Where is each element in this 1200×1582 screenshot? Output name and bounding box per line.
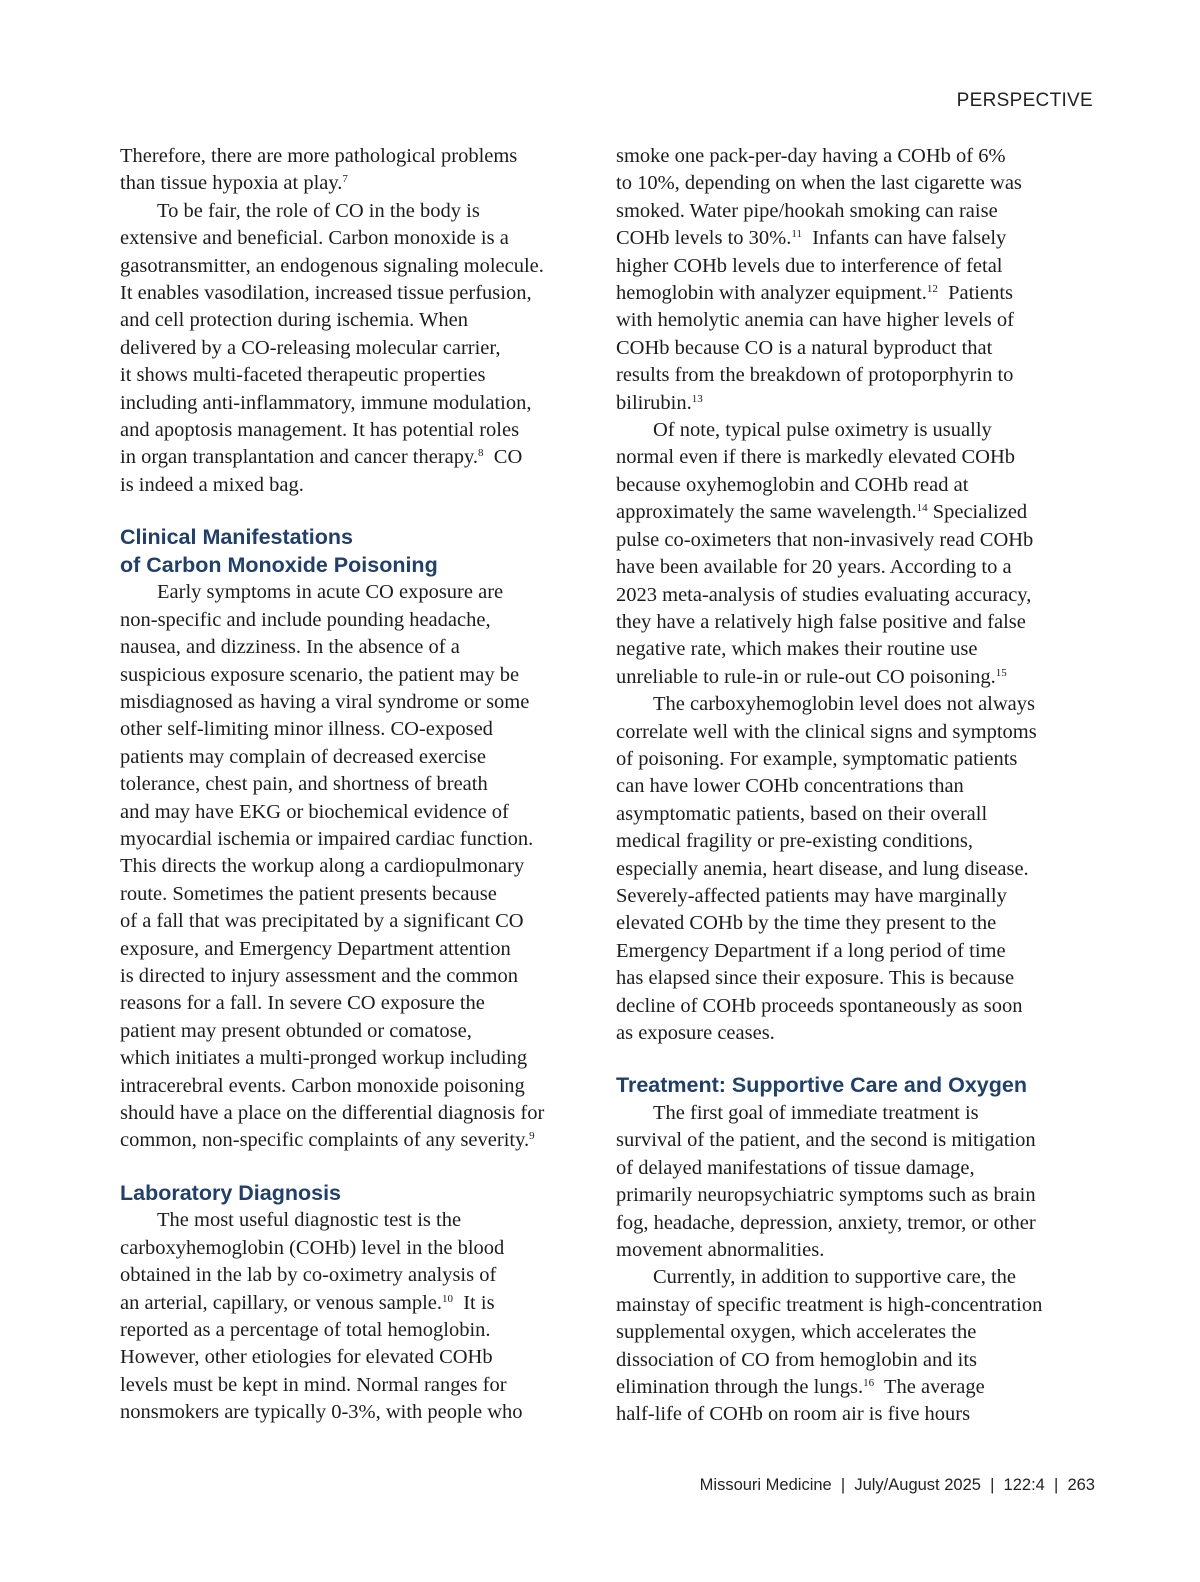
section-heading: Laboratory Diagnosis [120, 1180, 342, 1205]
citation: 9 [529, 1130, 535, 1143]
citation: 12 [926, 283, 938, 296]
paragraph: The most useful diagnostic test is the carboxyhemoglobin (COHb) level in the blood obtained in the lab by co-oximetry analysis of an arterial, capillary, or venous sample.$^{10}$ It is reported as a percentage of total hemoglobin. However, other etiologies for elevated COHb levels must be kept in mind. Normal ranges for nonsmokers are typically 0-3%, with people who [120, 1209, 523, 1424]
paragraph: smoke one pack-per-day having a COHb of 6% to 10%, depending on when the last cigarette was smoked. Water pipe/hookah smoking can raise COHb levels to 30%.$^{11}$ Infants can have falsely higher COHb levels due to interference of fetal hemoglobin with analyzer equipment.$^{12}$ Patients with hemolytic anemia can have higher levels of COHb because CO is a natural byproduct that results from the breakdown of protoporphyrin to bilirubin.$^{13}$ [616, 145, 1022, 414]
citation: 7 [342, 173, 348, 186]
paragraph: Therefore, there are more pathological problems than tissue hypoxia at play.$^7$ [120, 145, 518, 195]
page-footer: Missouri Medicine | July/August 2025 | 122:4 | 263 [699, 1476, 1095, 1494]
paragraph: Early symptoms in acute CO exposure are non-specific and include pounding headache, nausea, and dizziness. In the absence of a suspicious exposure scenario, the patient may be misdiagnosed as having a viral syndrome or some other self-limiting minor illness. CO-exposed patients may complain of decreased exercise tolerance, chest pain, and shortness of breath and may have EKG or biochemical evidence of myocardial ischemia or impaired cardiac function. This directs the workup along a cardiopulmonary route. Sometimes the patient presents because of a fall that was precipitated by a significant CO exposure, and Emergency Department attention is directed to injury assessment and the common reasons for a fall. In severe CO exposure the patient may present obtunded or comatose, which initiates a multi-pronged workup including intracerebral events. Carbon monoxide poisoning should have a place on the differential diagnosis for common, non-specific complaints of any severity.$^9$ [120, 581, 545, 1152]
left-column [120, 143, 580, 1427]
citation: 8 [478, 447, 484, 460]
right-column [616, 143, 1076, 1429]
paragraph: The carboxyhemoglobin level does not always correlate well with the clinical signs and symptoms of poisoning. For example, symptomatic patients can have lower COHb concentrations than asymptomatic patients, based on their overall medical fragility or pre-existing conditions, especially anemia, heart disease, and lung disease. Severely-affected patients may have marginally elevated COHb by the time they present to the Emergency Department if a long period of time has elapsed since their exposure. This is because decline of COHb proceeds spontaneously as soon as exposure ceases. [616, 693, 1037, 1044]
citation: 10 [441, 1292, 453, 1305]
section-heading: Clinical Manifestations of Carbon Monoxide Poisoning [120, 525, 438, 577]
citation: 13 [691, 392, 703, 405]
paragraph: The first goal of immediate treatment is survival of the patient, and the second is mitigation of delayed manifestations of tissue damage, primarily neuropsychiatric symptoms such as brain fog, headache, depression, anxiety, tremor, or other movement abnormalities. [616, 1101, 1036, 1261]
citation: 15 [995, 666, 1007, 679]
section-label: PERSPECTIVE [956, 90, 1093, 111]
citation: 16 [863, 1376, 875, 1389]
paragraph: Currently, in addition to supportive care, the mainstay of specific treatment is high-concentration supplemental oxygen, which accelerates the dissociation of CO from hemoglobin and its elimination through the lungs.$^{16}$ The average half-life of COHb on room air is five hours [616, 1266, 1043, 1426]
section-heading: Treatment: Supportive Care and Oxygen [616, 1073, 1027, 1098]
citation: 14 [916, 502, 928, 515]
paragraph: Of note, typical pulse oximetry is usually normal even if there is markedly elevated COHb because oxyhemoglobin and COHb read at approximately the same wavelength.$^{14}$ Specialized pulse co-oximeters that non-invasively read COHb have been available for 20 years. According to a 2023 meta-analysis of studies evaluating accuracy, they have a relatively high false positive and false negative rate, which makes their routine use unreliable to rule-in or rule-out CO poisoning.$^{15}$ [616, 419, 1034, 688]
paragraph: To be fair, the role of CO in the body is extensive and beneficial. Carbon monoxide is a gasotransmitter, an endogenous signaling molecule. It enables vasodilation, increased tissue perfusion, and cell protection during ischemia. When delivered by a CO-releasing molecular carrier, it shows multi-faceted therapeutic properties including anti-inflammatory, immune modulation, and apoptosis management. It has potential roles in organ transplantation and cancer therapy.$^8$ CO is indeed a mixed bag. [120, 199, 544, 496]
citation: 11 [791, 228, 802, 241]
